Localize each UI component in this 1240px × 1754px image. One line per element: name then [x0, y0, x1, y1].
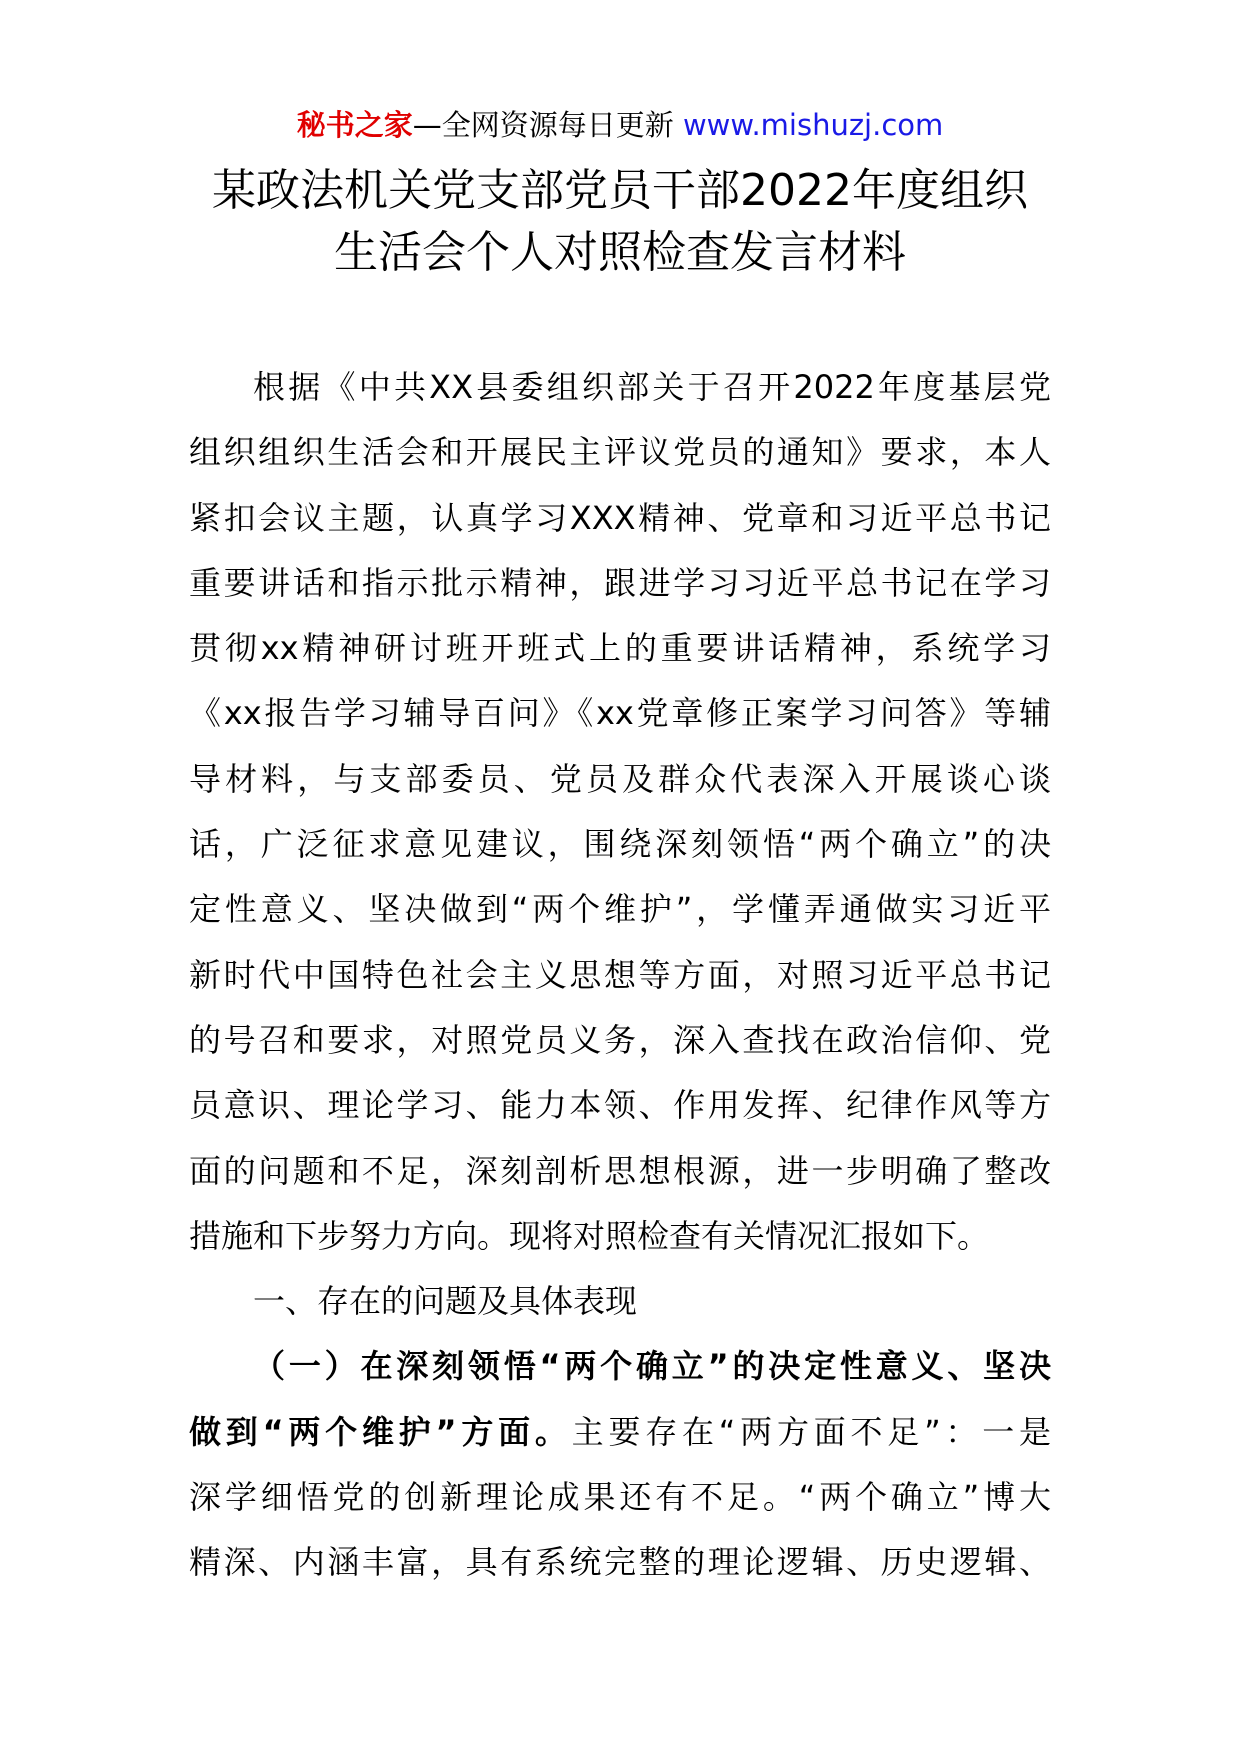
- banner-url-link[interactable]: www.mishuzj.com: [682, 108, 944, 142]
- section-heading: 一、存在的问题及具体表现: [253, 1282, 638, 1321]
- paragraph-line: 的号召和要求，对照党员义务，深入查找在政治信仰、党: [189, 1020, 1051, 1059]
- title-line-1: 某政法机关党支部党员干部2022年度组织: [212, 165, 1028, 216]
- subsection-line: [189, 1400, 1051, 1465]
- paragraph-line: 重要讲话和指示批示精神，跟进学习习近平总书记在学习: [189, 563, 1051, 602]
- paragraph-line: 定性意义、坚决做到“两个维护”，学懂弄通做实习近平: [189, 890, 1051, 929]
- paragraph-line: 话，广泛征求意见建议，围绕深刻领悟“两个确立”的决: [189, 825, 1051, 864]
- paragraph-line: 贯彻xx精神研讨班开班式上的重要讲话精神，系统学习: [189, 629, 1051, 668]
- paragraph-line: 面的问题和不足，深刻剖析思想根源，进一步明确了整改: [189, 1151, 1051, 1190]
- banner-tagline: —全网资源每日更新: [412, 108, 674, 142]
- paragraph-line: 新时代中国特色社会主义思想等方面，对照习近平总书记: [189, 955, 1051, 994]
- subsection-heading-line: （一）在深刻领悟“两个确立”的决定性意义、坚决: [253, 1347, 1051, 1386]
- document-title: [150, 160, 1090, 284]
- title-line-2: 生活会个人对照检查发言材料: [334, 227, 906, 278]
- subsection-paragraph: [189, 1334, 1051, 1595]
- source-banner: [0, 104, 1240, 146]
- paragraph-line: 紧扣会议主题，认真学习XXX精神、党章和习近平总书记: [189, 498, 1051, 537]
- paragraph-line: 根据《中共XX县委组织部关于召开2022年度基层党: [253, 368, 1051, 406]
- intro-paragraph: [189, 355, 1051, 1269]
- paragraph-line: 《xx报告学习辅导百问》《xx党章修正案学习问答》等辅: [189, 694, 1051, 733]
- subsection-heading-tail: 做到“两个维护”方面。: [189, 1412, 572, 1451]
- subsection-line: 深学细悟党的创新理论成果还有不足。“两个确立”博大: [189, 1478, 1051, 1517]
- subsection-line: 精深、内涵丰富，具有系统完整的理论逻辑、历史逻辑、: [189, 1543, 1051, 1582]
- paragraph-line: 措施和下步努力方向。现将对照检查有关情况汇报如下。: [189, 1216, 990, 1255]
- paragraph-line: 导材料，与支部委员、党员及群众代表深入开展谈心谈: [189, 759, 1051, 798]
- paragraph-line: 组织组织生活会和开展民主评议党员的通知》要求，本人: [189, 433, 1051, 472]
- banner-brand: 秘书之家: [296, 108, 413, 142]
- document-body: [189, 355, 1051, 1596]
- paragraph-line: 员意识、理论学习、能力本领、作用发挥、纪律作风等方: [189, 1086, 1051, 1125]
- subsection-text: 主要存在“两方面不足”：一是: [571, 1412, 1051, 1451]
